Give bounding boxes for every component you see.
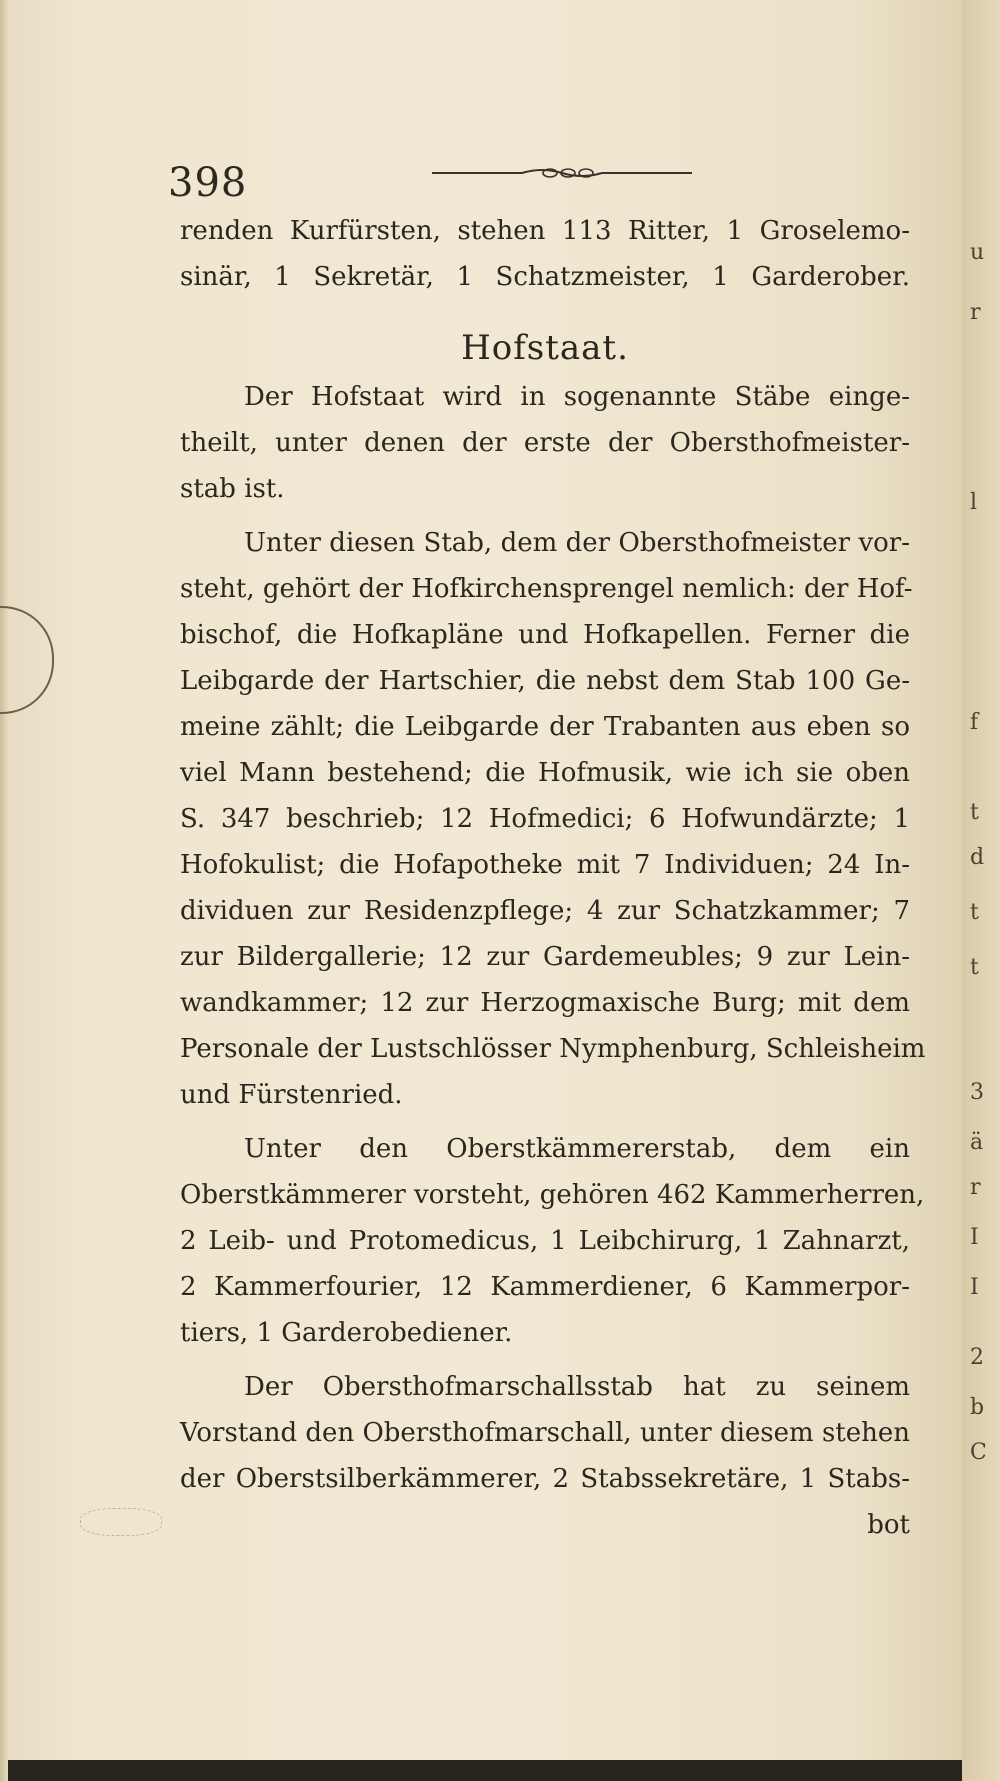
page-text bbox=[180, 208, 926, 1548]
text-line: 2 Kammerfourier, 12 Kammerdiener, 6 Kammerpor- bbox=[180, 1272, 910, 1302]
margin-char: ä bbox=[970, 1130, 984, 1155]
paragraph bbox=[180, 374, 910, 512]
ink-smudge bbox=[80, 1508, 162, 1536]
paragraph bbox=[180, 1364, 910, 1502]
left-page-edge bbox=[0, 0, 8, 1781]
text-line: sinär, 1 Sekretär, 1 Schatzmeister, 1 Garderober. bbox=[180, 262, 910, 292]
text-line: Unter den Oberstkämmererstab, dem ein bbox=[244, 1134, 910, 1164]
catchword: bot bbox=[867, 1510, 910, 1540]
text-line: Personale der Lustschlösser Nymphenburg, Schleisheim bbox=[180, 1034, 926, 1064]
text-line: Unter diesen Stab, dem der Obersthofmeister vor- bbox=[244, 528, 910, 558]
margin-char: I bbox=[970, 1225, 979, 1250]
ribbon-bookmark bbox=[0, 606, 54, 714]
margin-char: t bbox=[970, 900, 979, 925]
text-line: 2 Leib- und Protomedicus, 1 Leibchirurg, 1 Zahnarzt, bbox=[180, 1226, 910, 1256]
text-line: wandkammer; 12 zur Herzogmaxische Burg; mit dem bbox=[180, 988, 910, 1018]
text-line: der Oberstsilberkämmerer, 2 Stabssekretäre, 1 Stabs- bbox=[180, 1464, 910, 1494]
text-line: meine zählt; die Leibgarde der Trabanten aus eben so bbox=[180, 712, 910, 742]
text-line: bischof, die Hofkapläne und Hofkapellen. Ferner die bbox=[180, 620, 910, 650]
margin-char: l bbox=[970, 490, 978, 515]
margin-char: d bbox=[970, 845, 985, 870]
adjacent-page-margin bbox=[962, 0, 1000, 1781]
paragraph bbox=[180, 520, 926, 1118]
margin-char: C bbox=[970, 1440, 987, 1465]
page-number: 398 bbox=[168, 160, 248, 206]
text-line: Der Hofstaat wird in sogenannte Stäbe einge- bbox=[244, 382, 910, 412]
margin-char: r bbox=[970, 1175, 981, 1200]
text-line: renden Kurfürsten, stehen 113 Ritter, 1 Groselemo- bbox=[180, 216, 910, 246]
text-line: viel Mann bestehend; die Hofmusik, wie ich sie oben bbox=[180, 758, 910, 788]
text-line: Leibgarde der Hartschier, die nebst dem Stab 100 Ge- bbox=[180, 666, 910, 696]
margin-char: t bbox=[970, 800, 979, 825]
section-heading: Hofstaat. bbox=[461, 328, 629, 368]
text-line: Hofokulist; die Hofapotheke mit 7 Individuen; 24 In- bbox=[180, 850, 910, 880]
margin-char: f bbox=[970, 710, 979, 735]
text-line: S. 347 beschrieb; 12 Hofmedici; 6 Hofwundärzte; 1 bbox=[180, 804, 910, 834]
text-line: tiers, 1 Garderobediener. bbox=[180, 1318, 513, 1348]
text-line: theilt, unter denen der erste der Obersthofmeister- bbox=[180, 428, 910, 458]
ornamental-rule-icon bbox=[432, 164, 692, 182]
text-line: Vorstand den Obersthofmarschall, unter diesem stehen bbox=[180, 1418, 911, 1448]
text-line: stab ist. bbox=[180, 474, 285, 504]
margin-char: I bbox=[970, 1275, 979, 1300]
text-line: Oberstkämmerer vorsteht, gehören 462 Kammerherren, bbox=[180, 1180, 925, 1210]
margin-char: 3 bbox=[970, 1080, 984, 1105]
paragraph bbox=[180, 1126, 925, 1356]
text-line: zur Bildergallerie; 12 zur Gardemeubles; 9 zur Lein- bbox=[180, 942, 910, 972]
text-line: Der Obersthofmarschallsstab hat zu seinem bbox=[244, 1372, 910, 1402]
margin-char: b bbox=[970, 1395, 985, 1420]
text-line: steht, gehört der Hofkirchensprengel nemlich: der Hof- bbox=[180, 574, 913, 604]
text-line: und Fürstenried. bbox=[180, 1080, 403, 1110]
margin-char: 2 bbox=[970, 1345, 984, 1370]
text-line: dividuen zur Residenzpflege; 4 zur Schatzkammer; 7 bbox=[180, 896, 910, 926]
margin-char: u bbox=[970, 240, 985, 265]
margin-char: r bbox=[970, 300, 981, 325]
margin-char: t bbox=[970, 955, 979, 980]
